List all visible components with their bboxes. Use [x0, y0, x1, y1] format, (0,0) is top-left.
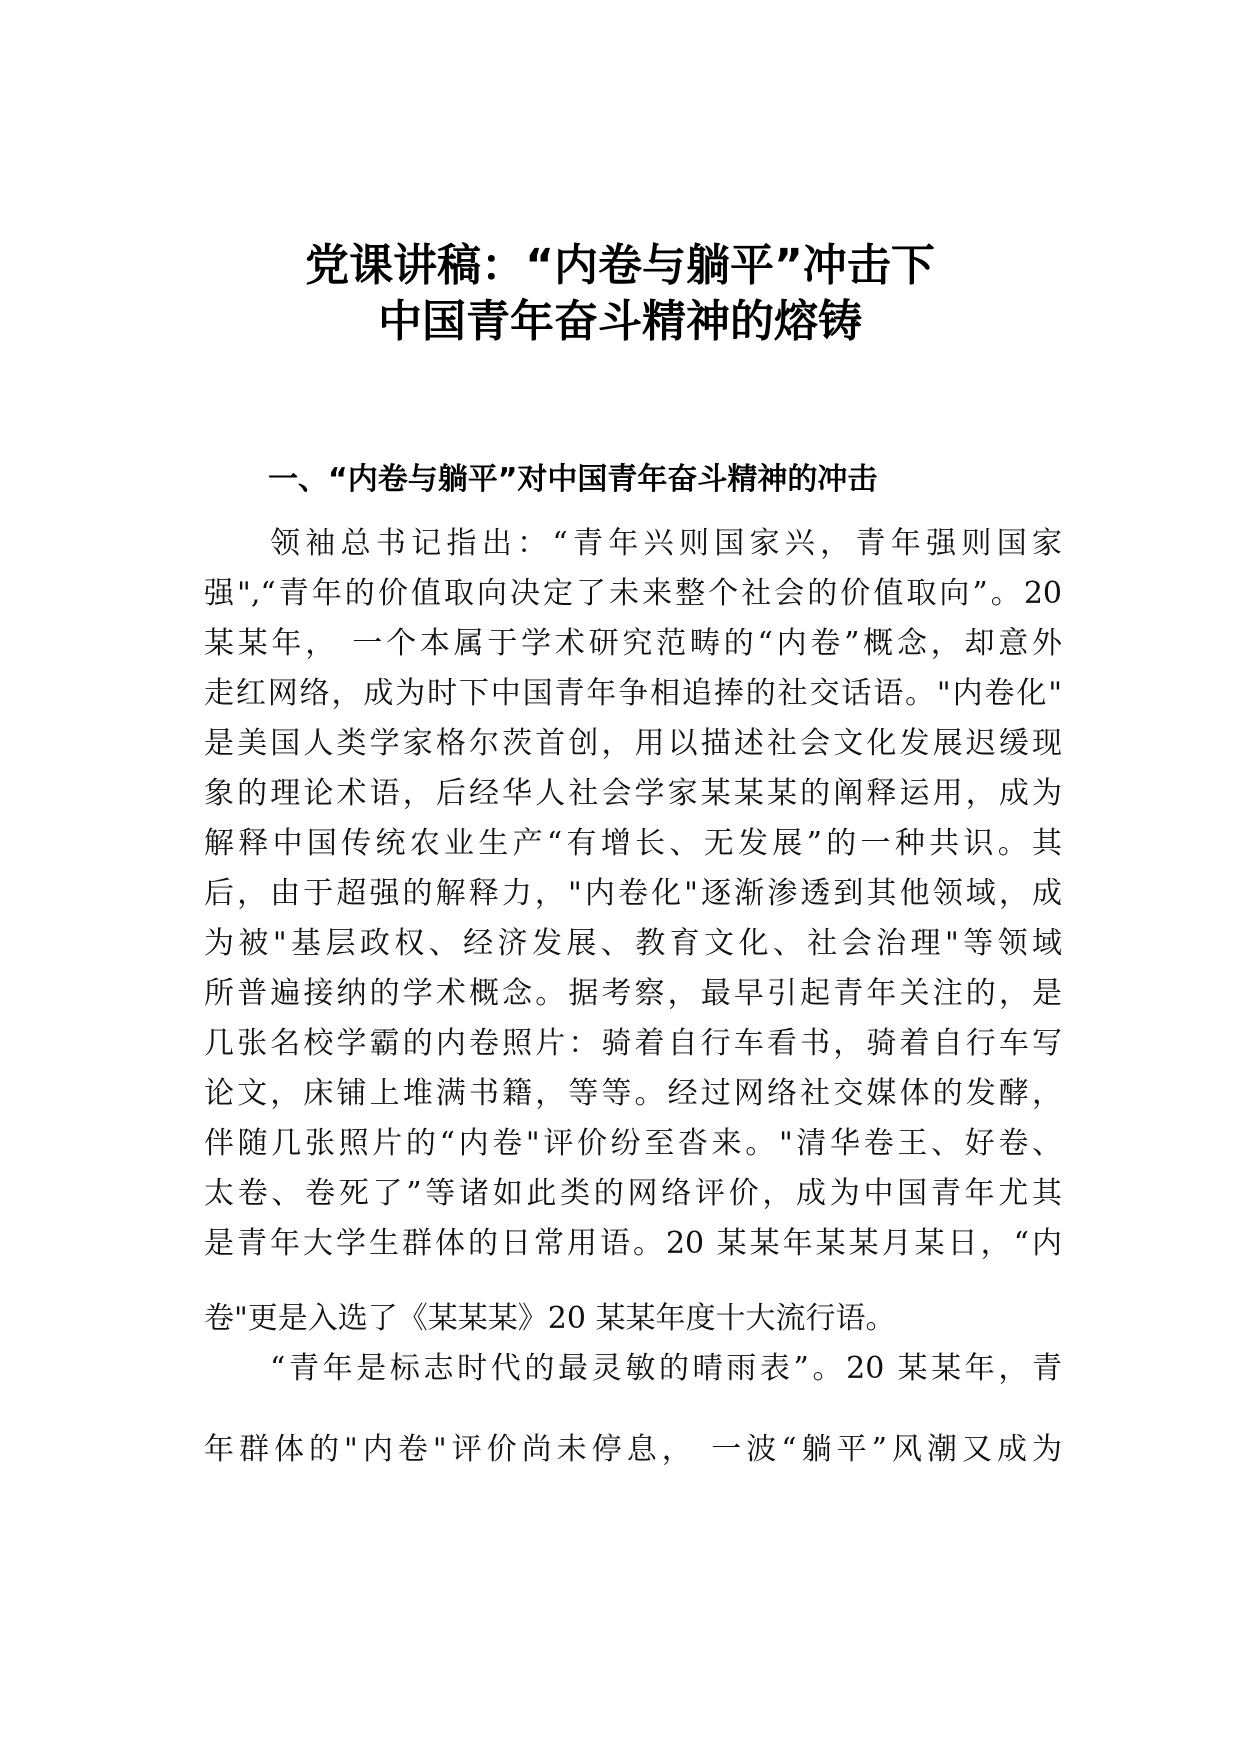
text-line: 强",“青年的价值取向决定了未来整个社会的价值取向”。20	[204, 576, 1062, 611]
text-line: 论文，床铺上堆满书籍，等等。经过网络社交媒体的发酵，	[204, 1076, 1062, 1111]
document-title	[0, 238, 1240, 350]
text-line: 后，由于超强的解释力，"内卷化"逐渐渗透到其他领域，成	[204, 876, 1062, 911]
text-line: 所普遍接纳的学术概念。据考察，最早引起青年关注的，是	[204, 976, 1062, 1011]
title-line-2: 中国青年奋斗精神的熔铸	[378, 296, 862, 347]
title-line-1: 党课讲稿：“内卷与躺平”冲击下	[305, 240, 935, 291]
text-line: “青年是标志时代的最灵敏的晴雨表”。20 某某年，青	[270, 1351, 1062, 1386]
text-line: 走红网络，成为时下中国青年争相追捧的社交话语。"内卷化"	[204, 676, 1062, 711]
text-line: 卷"更是入选了《某某某》20 某某年度十大流行语。	[204, 1301, 896, 1336]
text-line: 是青年大学生群体的日常用语。20 某某年某某月某日，“内	[204, 1226, 1062, 1261]
text-line: 象的理论术语，后经华人社会学家某某某的阐释运用，成为	[204, 776, 1062, 811]
paragraph-1	[204, 519, 1062, 1269]
text-line: 伴随几张照片的“内卷"评价纷至沓来。"清华卷王、好卷、	[204, 1126, 1062, 1161]
section-heading: 一、“内卷与躺平”对中国青年奋斗精神的冲击	[268, 462, 878, 497]
text-line: 是美国人类学家格尔茨首创，用以描述社会文化发展迟缓现	[204, 726, 1062, 761]
text-line: 为被"基层政权、经济发展、教育文化、社会治理"等领域	[204, 926, 1062, 961]
paragraph-1-last-line	[204, 1294, 1062, 1344]
text-line: 年群体的"内卷"评价尚未停息， 一波“躺平”风潮又成为	[204, 1432, 1062, 1467]
paragraph-2	[204, 1344, 1062, 1394]
paragraph-2-continued	[204, 1425, 1062, 1475]
text-line: 领袖总书记指出：“青年兴则国家兴，青年强则国家	[270, 526, 1062, 561]
text-line: 太卷、卷死了”等诸如此类的网络评价，成为中国青年尤其	[204, 1176, 1062, 1211]
text-line: 几张名校学霸的内卷照片：骑着自行车看书，骑着自行车写	[204, 1026, 1062, 1061]
text-line: 某某年， 一个本属于学术研究范畴的“内卷”概念，却意外	[204, 626, 1062, 661]
text-line: 解释中国传统农业生产“有增长、无发展”的一种共识。其	[204, 826, 1062, 861]
